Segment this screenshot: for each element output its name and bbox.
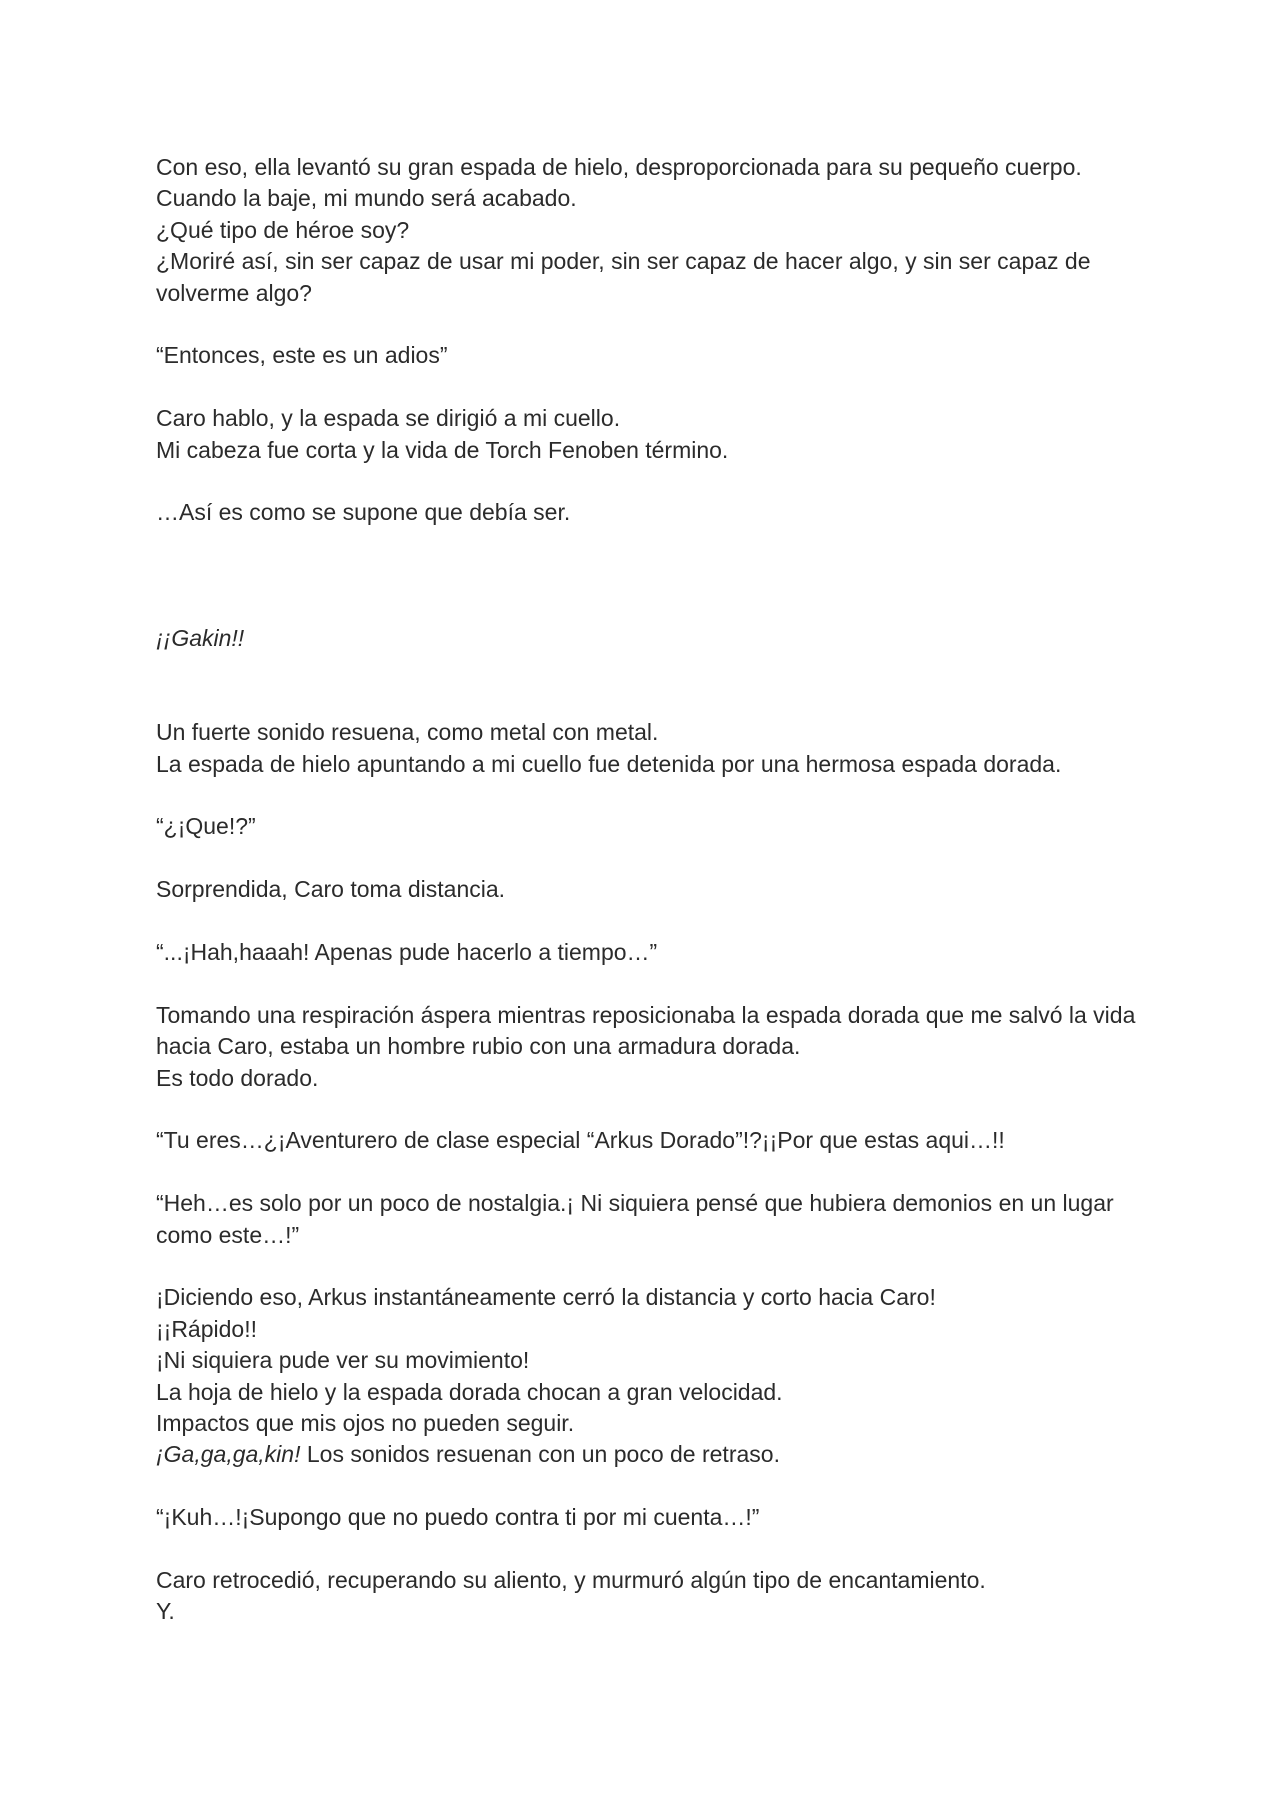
spacer: [156, 372, 1156, 403]
document-body: [156, 152, 1156, 1628]
spacer: [156, 906, 1156, 937]
spacer: [156, 529, 1156, 623]
paragraph: La espada de hielo apuntando a mi cuello fue detenida por una hermosa espada dorada.: [156, 750, 1062, 777]
spacer: [156, 1251, 1156, 1282]
spacer: [156, 466, 1156, 497]
dialogue-line: “¡Kuh…!¡Supongo que no puedo contra ti por mi cuenta…!”: [156, 1504, 760, 1531]
spacer: [156, 1157, 1156, 1188]
paragraph: Impactos que mis ojos no pueden seguir.: [156, 1410, 575, 1437]
sound-effect: ¡Ga,ga,ga,kin!: [156, 1441, 301, 1468]
spacer: [156, 843, 1156, 874]
paragraph: ¿Moriré así, sin ser capaz de usar mi poder, sin ser capaz de hacer algo, y sin ser capaz de volverme algo?: [156, 248, 1091, 306]
paragraph: ¡¡Rápido!!: [156, 1315, 257, 1342]
paragraph: Y.: [156, 1598, 175, 1625]
spacer: [156, 654, 1156, 717]
paragraph: Con eso, ella levantó su gran espada de hielo, desproporcionada para su pequeño cuerpo.: [156, 154, 1082, 180]
paragraph: Caro retrocedió, recuperando su aliento, y murmuró algún tipo de encantamiento.: [156, 1567, 986, 1594]
dialogue-line: “...¡Hah,haaah! Apenas pude hacerlo a tiempo…”: [156, 939, 658, 966]
paragraph: ¿Qué tipo de héroe soy?: [156, 216, 410, 243]
paragraph: Tomando una respiración áspera mientras reposicionaba la espada dorada que me salvó la vida hacia Caro, estaba un hombre rubio con una armadura dorada.: [156, 1001, 1136, 1060]
spacer: [156, 968, 1156, 999]
dialogue-line: “Heh…es solo por un poco de nostalgia.¡ Ni siquiera pensé que hubiera demonios en un lugar como este…!”: [156, 1190, 1114, 1248]
paragraph: Sorprendida, Caro toma distancia.: [156, 876, 506, 903]
paragraph: [156, 1439, 1156, 1470]
spacer: [156, 309, 1156, 340]
spacer: [156, 1534, 1156, 1565]
paragraph: …Así es como se supone que debía ser.: [156, 499, 571, 526]
paragraph-text: Los sonidos resuenan con un poco de retraso.: [300, 1441, 780, 1468]
paragraph: Es todo dorado.: [156, 1064, 319, 1091]
paragraph: Mi cabeza fue corta y la vida de Torch Fenoben término.: [156, 436, 729, 463]
paragraph: Caro hablo, y la espada se dirigió a mi cuello.: [156, 405, 621, 432]
paragraph: Cuando la baje, mi mundo será acabado.: [156, 185, 577, 212]
spacer: [156, 1471, 1156, 1502]
paragraph: Un fuerte sonido resuena, como metal con metal.: [156, 719, 659, 746]
paragraph: ¡Ni siquiera pude ver su movimiento!: [156, 1347, 530, 1374]
paragraph: La hoja de hielo y la espada dorada chocan a gran velocidad.: [156, 1378, 783, 1405]
dialogue-line: “Tu eres…¿¡Aventurero de clase especial “Arkus Dorado”!?¡¡Por que estas aqui…!!: [156, 1127, 1005, 1154]
spacer: [156, 1094, 1156, 1125]
sound-effect: ¡¡Gakin!!: [156, 625, 245, 652]
dialogue-line: “¿¡Que!?”: [156, 813, 256, 840]
spacer: [156, 780, 1156, 811]
dialogue-line: “Entonces, este es un adios”: [156, 342, 448, 369]
paragraph: ¡Diciendo eso, Arkus instantáneamente cerró la distancia y corto hacia Caro!: [156, 1284, 936, 1311]
